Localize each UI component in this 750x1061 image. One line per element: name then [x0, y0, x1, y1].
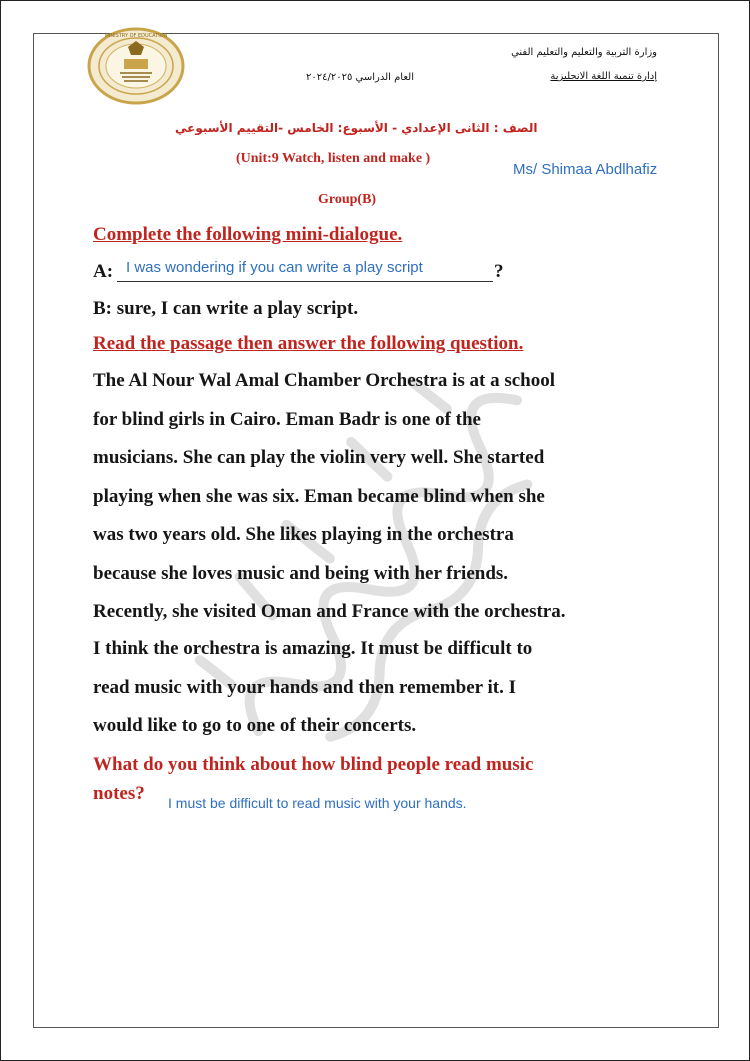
answer-blank-line	[117, 281, 493, 282]
svg-text:MINISTRY OF EDUCATION: MINISTRY OF EDUCATION	[104, 33, 168, 39]
question-line-1: What do you think about how blind people read music	[93, 754, 534, 775]
passage-line: playing when she was six. Eman became blind when she	[93, 486, 545, 507]
question-mark: ?	[494, 261, 504, 282]
passage-line: because she loves music and being with her friends.	[93, 563, 509, 584]
ministry-name: وزارة التربية والتعليم والتعليم الفني	[511, 47, 657, 58]
speaker-a-label: A:	[93, 261, 114, 282]
passage-heading: Read the passage then answer the following question.	[93, 333, 524, 354]
question-line-2: notes?	[93, 783, 145, 804]
teacher-name: Ms/ Shimaa Abdlhafiz	[513, 161, 658, 178]
passage-line: for blind girls in Cairo. Eman Badr is one of the	[93, 409, 481, 430]
dialogue-answer: I was wondering if you can write a play script	[126, 259, 423, 276]
academic-year: العام الدراسي ٢٠٢٤/٢٠٢٥	[306, 72, 414, 83]
group-label: Group(B)	[318, 192, 377, 207]
ministry-seal-logo	[86, 27, 186, 105]
department-name: إدارة تنمية اللغة الانجليزية	[550, 71, 657, 82]
passage-line: read music with your hands and then remember it. I	[93, 677, 516, 698]
unit-title: (Unit:9 Watch, listen and make )	[236, 151, 431, 166]
passage-line: The Al Nour Wal Amal Chamber Orchestra is at a school	[93, 370, 556, 391]
passage-line: I think the orchestra is amazing. It must be difficult to	[93, 638, 533, 659]
grade-week-title: الصف : الثانى الإعدادي - الأسبوع: الخامس -التقييم الأسبوعي	[175, 121, 538, 135]
passage-line: was two years old. She likes playing in the orchestra	[93, 524, 514, 545]
question-answer: I must be difficult to read music with your hands.	[168, 795, 467, 811]
passage-line: Recently, she visited Oman and France with the orchestra.	[93, 601, 566, 622]
passage-line: musicians. She can play the violin very well. She started	[93, 447, 545, 468]
speaker-b-line: B: sure, I can write a play script.	[93, 298, 359, 319]
passage-line: would like to go to one of their concerts.	[93, 715, 417, 736]
dialogue-heading: Complete the following mini-dialogue.	[93, 224, 403, 245]
